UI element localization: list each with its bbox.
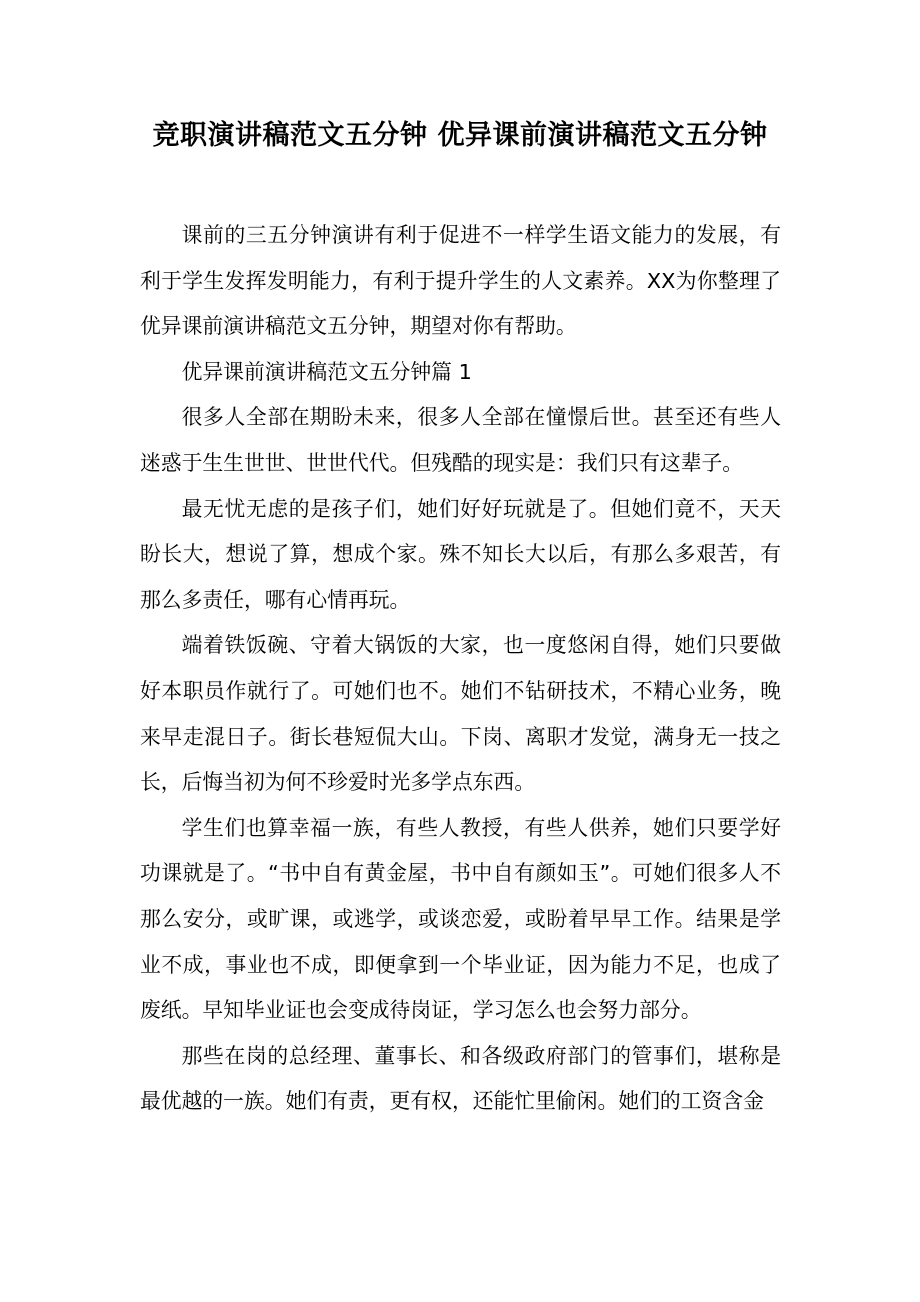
paragraph-intro: 课前的三五分钟演讲有利于促进不一样学生语文能力的发展，有利于学生发挥发明能力，有利于提升学生的人文素养。XX为你整理了优异课前演讲稿范文五分钟，期望对你有帮助。 <box>140 223 781 339</box>
section-heading: 优异课前演讲稿范文五分钟篇 1 <box>181 359 472 384</box>
document-title: 竞职演讲稿范文五分钟 优异课前演讲稿范文五分钟 <box>152 120 768 151</box>
paragraph: 最无忧无虑的是孩子们，她们好好玩就是了。但她们竟不，天天盼长大，想说了算，想成个家。殊不知长大以后，有那么多艰苦，有那么多责任，哪有心情再玩。 <box>140 496 781 612</box>
paragraph: 学生们也算幸福一族，有些人教授，有些人供养，她们只要学好功课就是了。“书中自有黄金屋，书中自有颜如玉”。可她们很多人不那么安分，或旷课，或逃学，或谈恋爱，或盼着早早工作。结果是学业不成，事业也不成，即便拿到一个毕业证，因为能力不足，也成了废纸。早知毕业证也会变成待岗证，学习怎么也会努力部分。 <box>140 815 781 1023</box>
paragraph: 那些在岗的总经理、董事长、和各级政府部门的管事们，堪称是最优越的一族。她们有责，更有权，还能忙里偷闲。她们的工资含金 <box>140 1043 781 1114</box>
paragraph: 很多人全部在期盼未来，很多人全部在憧憬后世。甚至还有些人迷惑于生生世世、世世代代。但残酷的现实是：我们只有这辈子。 <box>140 405 781 475</box>
document-body <box>140 213 781 1125</box>
paragraph: 端着铁饭碗、守着大锅饭的大家，也一度悠闲自得，她们只要做好本职员作就行了。可她们也不。她们不钻研技术，不精心业务，晚来早走混日子。街长巷短侃大山。下岗、离职才发觉，满身无一技之长，后悔当初为何不珍爱时光多学点东西。 <box>140 633 781 795</box>
